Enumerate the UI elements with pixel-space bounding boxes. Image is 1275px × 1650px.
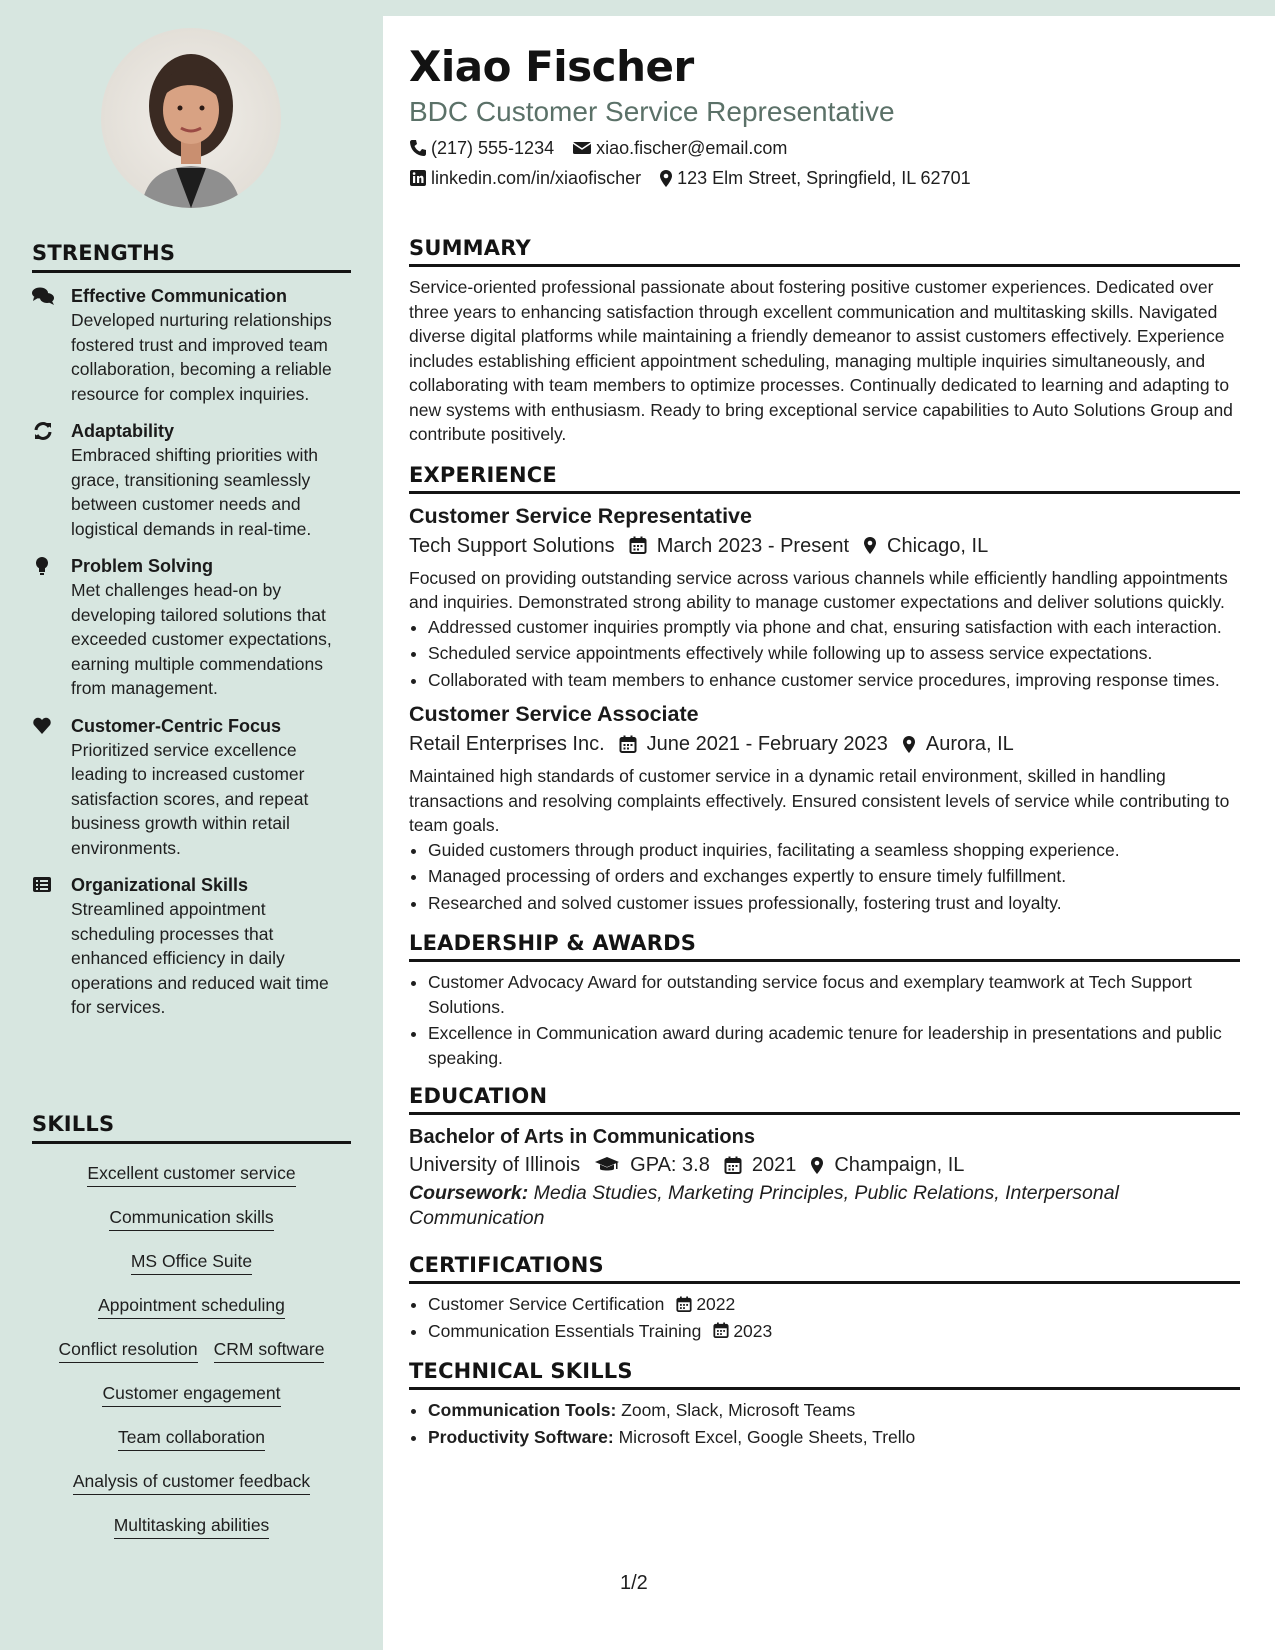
certifications-title: CERTIFICATIONS [409, 1253, 1240, 1284]
awards-section [409, 931, 1240, 1070]
contact-line [409, 136, 1240, 160]
strength-title: Effective Communication [71, 286, 288, 306]
strength-title: Problem Solving [71, 556, 214, 576]
strengths-title: STRENGTHS [32, 241, 351, 273]
strength-title: Customer-Centric Focus [71, 715, 282, 736]
gpa-wrap [594, 1151, 710, 1179]
certification-name: • Communication Essentials Training [428, 1320, 702, 1341]
skill-tag: Team collaboration [118, 1426, 265, 1451]
coursework-text: Media Studies, Marketing Principles, Public Relations, Interpersonal Communication [409, 1182, 1119, 1229]
main-content [409, 16, 1240, 1451]
strength-item [32, 714, 351, 861]
profile-photo [101, 28, 281, 208]
job-meta [409, 532, 1240, 560]
contact-line-2 [409, 166, 1240, 190]
strength-item [32, 554, 351, 701]
job-bullet: • Scheduled service appointments effectively while following up to assess service expectations. [428, 641, 1240, 666]
degree-title: Bachelor of Arts in Communications [409, 1126, 755, 1148]
school-location-wrap [810, 1151, 964, 1179]
skill-tag: Analysis of customer feedback [73, 1470, 310, 1495]
job-desc: Maintained high standards of customer service in a dynamic retail environment, skilled in handling transactions and resolving complaints effectively. Ensured consistent levels of service while contributing to team goals. [409, 766, 1230, 835]
job-bullets [409, 838, 1240, 916]
experience-title: EXPERIENCE [409, 463, 1240, 494]
gpa-text: GPA: 3.8 [630, 1154, 710, 1176]
job-location: Chicago, IL [887, 534, 989, 557]
calendar-icon [676, 1296, 692, 1313]
skills-section [32, 1112, 351, 1550]
technical-skill-value: Microsoft Excel, Google Sheets, Trello [618, 1426, 916, 1447]
technical-skills-title: TECHNICAL SKILLS [409, 1359, 1240, 1390]
certification-item [428, 1319, 1240, 1344]
certification-year: 2023 [733, 1320, 773, 1341]
strength-desc: Prioritized service excellence leading to increased customer satisfaction scores, and repeat business growth within retail environments. [71, 739, 309, 858]
job-bullet: • Collaborated with team members to enhance customer service procedures, improving response times. [428, 668, 1240, 693]
job-meta [409, 730, 1240, 758]
calendar-icon [713, 1322, 729, 1339]
phone-text: (217) 555-1234 [431, 138, 555, 158]
certification-line [428, 1292, 735, 1317]
job-title: Customer Service Representative [409, 503, 752, 528]
job-bullet: • Managed processing of orders and exchanges expertly to ensure timely fulfillment. [428, 864, 1240, 889]
job-dates: March 2023 - Present [656, 534, 850, 557]
certification-name: • Customer Service Certification [428, 1294, 665, 1314]
awards-title: LEADERSHIP & AWARDS [409, 931, 1240, 962]
address-contact [659, 166, 971, 190]
strength-desc: Embraced shifting priorities with grace, transitioning seamlessly between customer needs and logistical demands in real-time. [71, 445, 319, 539]
strength-desc: Developed nurturing relationships fostered trust and improved team collaboration, becoming a reliable resource for complex inquiries. [71, 310, 332, 404]
envelope-icon [572, 140, 592, 156]
calendar-icon [619, 735, 637, 754]
job-dates-wrap [619, 730, 888, 758]
job-entry [409, 502, 1240, 693]
linkedin-contact [409, 166, 641, 190]
page-number: 1/2 [620, 1572, 648, 1594]
linkedin-icon [409, 169, 427, 187]
certifications-list [409, 1292, 1240, 1343]
calendar-icon [629, 536, 647, 555]
address-text: 123 Elm Street, Springfield, IL 62701 [677, 168, 971, 188]
email-contact [572, 136, 787, 160]
school-name: University of Illinois [409, 1154, 581, 1176]
job-location-wrap [902, 730, 1014, 758]
award-item: • Customer Advocacy Award for outstanding service focus and exemplary teamwork at Tech Support Solutions. [428, 970, 1240, 1019]
technical-skill-item [428, 1425, 1240, 1450]
education-title: EDUCATION [409, 1084, 1240, 1115]
job-desc: Focused on providing outstanding service across various channels while efficiently handling appointments and inquiries. Demonstrated strong ability to manage customer expectations and deliver solutions quickly. [409, 567, 1228, 612]
summary-title: SUMMARY [409, 236, 1240, 267]
skill-tag: Communication skills [109, 1206, 273, 1231]
job-dates-wrap [629, 532, 849, 560]
job-bullets [409, 615, 1240, 693]
technical-skills-section [409, 1359, 1240, 1449]
calendar-icon [724, 1156, 742, 1175]
summary-section [409, 236, 1240, 447]
technical-skill-value: Zoom, Slack, Microsoft Teams [621, 1400, 856, 1420]
skill-tag: CRM software [214, 1338, 325, 1363]
lightbulb-icon [32, 556, 54, 576]
job-location: Aurora, IL [925, 733, 1014, 755]
school-location: Champaign, IL [834, 1154, 965, 1176]
skill-tag: Customer engagement [102, 1382, 280, 1407]
technical-skill-item [428, 1398, 1240, 1423]
certifications-section [409, 1253, 1240, 1343]
skill-tag: Conflict resolution [59, 1338, 198, 1363]
job-bullet: • Guided customers through product inquiries, facilitating a seamless shopping experience. [428, 838, 1240, 863]
strength-desc: Streamlined appointment scheduling processes that enhanced efficiency in daily operations and reduced wait time for services. [71, 899, 329, 1017]
candidate-role: BDC Customer Service Representative [409, 96, 895, 127]
map-pin-icon [810, 1156, 824, 1175]
email-text: xiao.fischer@email.com [596, 138, 788, 158]
job-company: Tech Support Solutions [409, 534, 615, 557]
candidate-name: Xiao Fischer [409, 42, 694, 91]
strength-item [32, 284, 351, 406]
grad-year: 2021 [751, 1154, 797, 1176]
heart-icon [32, 716, 54, 736]
linkedin-text: linkedin.com/in/xiaofischer [431, 168, 642, 188]
job-entry [409, 700, 1240, 915]
grad-year-wrap [724, 1151, 797, 1179]
certification-line [428, 1319, 772, 1344]
education-meta [409, 1151, 1240, 1179]
certification-item [428, 1292, 1240, 1317]
certification-year: 2022 [696, 1294, 736, 1314]
map-pin-icon [902, 735, 916, 754]
strength-item [32, 873, 351, 1020]
strength-item [32, 419, 351, 541]
job-location-wrap [863, 532, 988, 560]
list-icon [32, 875, 54, 895]
comments-icon [32, 286, 54, 306]
job-company: Retail Enterprises Inc. [409, 733, 605, 755]
job-bullet: • Addressed customer inquiries promptly via phone and chat, ensuring satisfaction with each interaction. [428, 615, 1240, 640]
coursework [409, 1181, 1240, 1231]
technical-skill-label: Productivity Software: [428, 1426, 614, 1447]
skill-tag: Excellent customer service [87, 1162, 295, 1187]
skill-tag: Appointment scheduling [98, 1294, 285, 1319]
strength-title: Adaptability [71, 421, 175, 441]
technical-skills-list [409, 1398, 1240, 1449]
map-pin-icon [659, 169, 673, 188]
summary-text: Service-oriented professional passionate about fostering positive customer experiences. Dedicated over three years to enhancing satisfaction through excellent communication and multitasking skills. Navigated diverse digital platforms while maintaining a friendly demeanor to assist customers effectively. Experience includes establishing efficient appointment scheduling, managing multiple inquiries simultaneously, and collaborating with team members to optimize processes. Continually dedicated to learning and adapting to new systems with enthusiasm. Ready to bring exceptional service capabilities to Auto Solutions Group and contribute positively. [409, 277, 1233, 444]
skill-tag: Multitasking abilities [114, 1514, 270, 1539]
phone-contact [409, 136, 554, 160]
skills-list [32, 1154, 351, 1550]
map-pin-icon [863, 536, 877, 555]
job-dates: June 2021 - February 2023 [646, 733, 888, 755]
education-section [409, 1084, 1240, 1231]
coursework-label: Coursework: [409, 1182, 529, 1204]
strength-title: Organizational Skills [71, 875, 249, 895]
technical-skill-label: Communication Tools: [428, 1400, 617, 1420]
refresh-icon [32, 421, 54, 441]
phone-icon [409, 139, 427, 157]
graduation-cap-icon [594, 1156, 620, 1174]
skills-title: SKILLS [32, 1112, 351, 1144]
strength-desc: Met challenges head-on by developing tailored solutions that exceeded customer expectations, earning multiple commendations from management. [71, 580, 332, 698]
experience-section [409, 463, 1240, 916]
awards-list [409, 970, 1240, 1070]
skill-tag: MS Office Suite [131, 1250, 252, 1275]
job-bullet: • Researched and solved customer issues professionally, fostering trust and loyalty. [428, 891, 1240, 916]
job-title: Customer Service Associate [409, 702, 699, 726]
award-item: • Excellence in Communication award during academic tenure for leadership in presentations and public speaking. [428, 1021, 1240, 1070]
strengths-section [32, 241, 351, 1020]
